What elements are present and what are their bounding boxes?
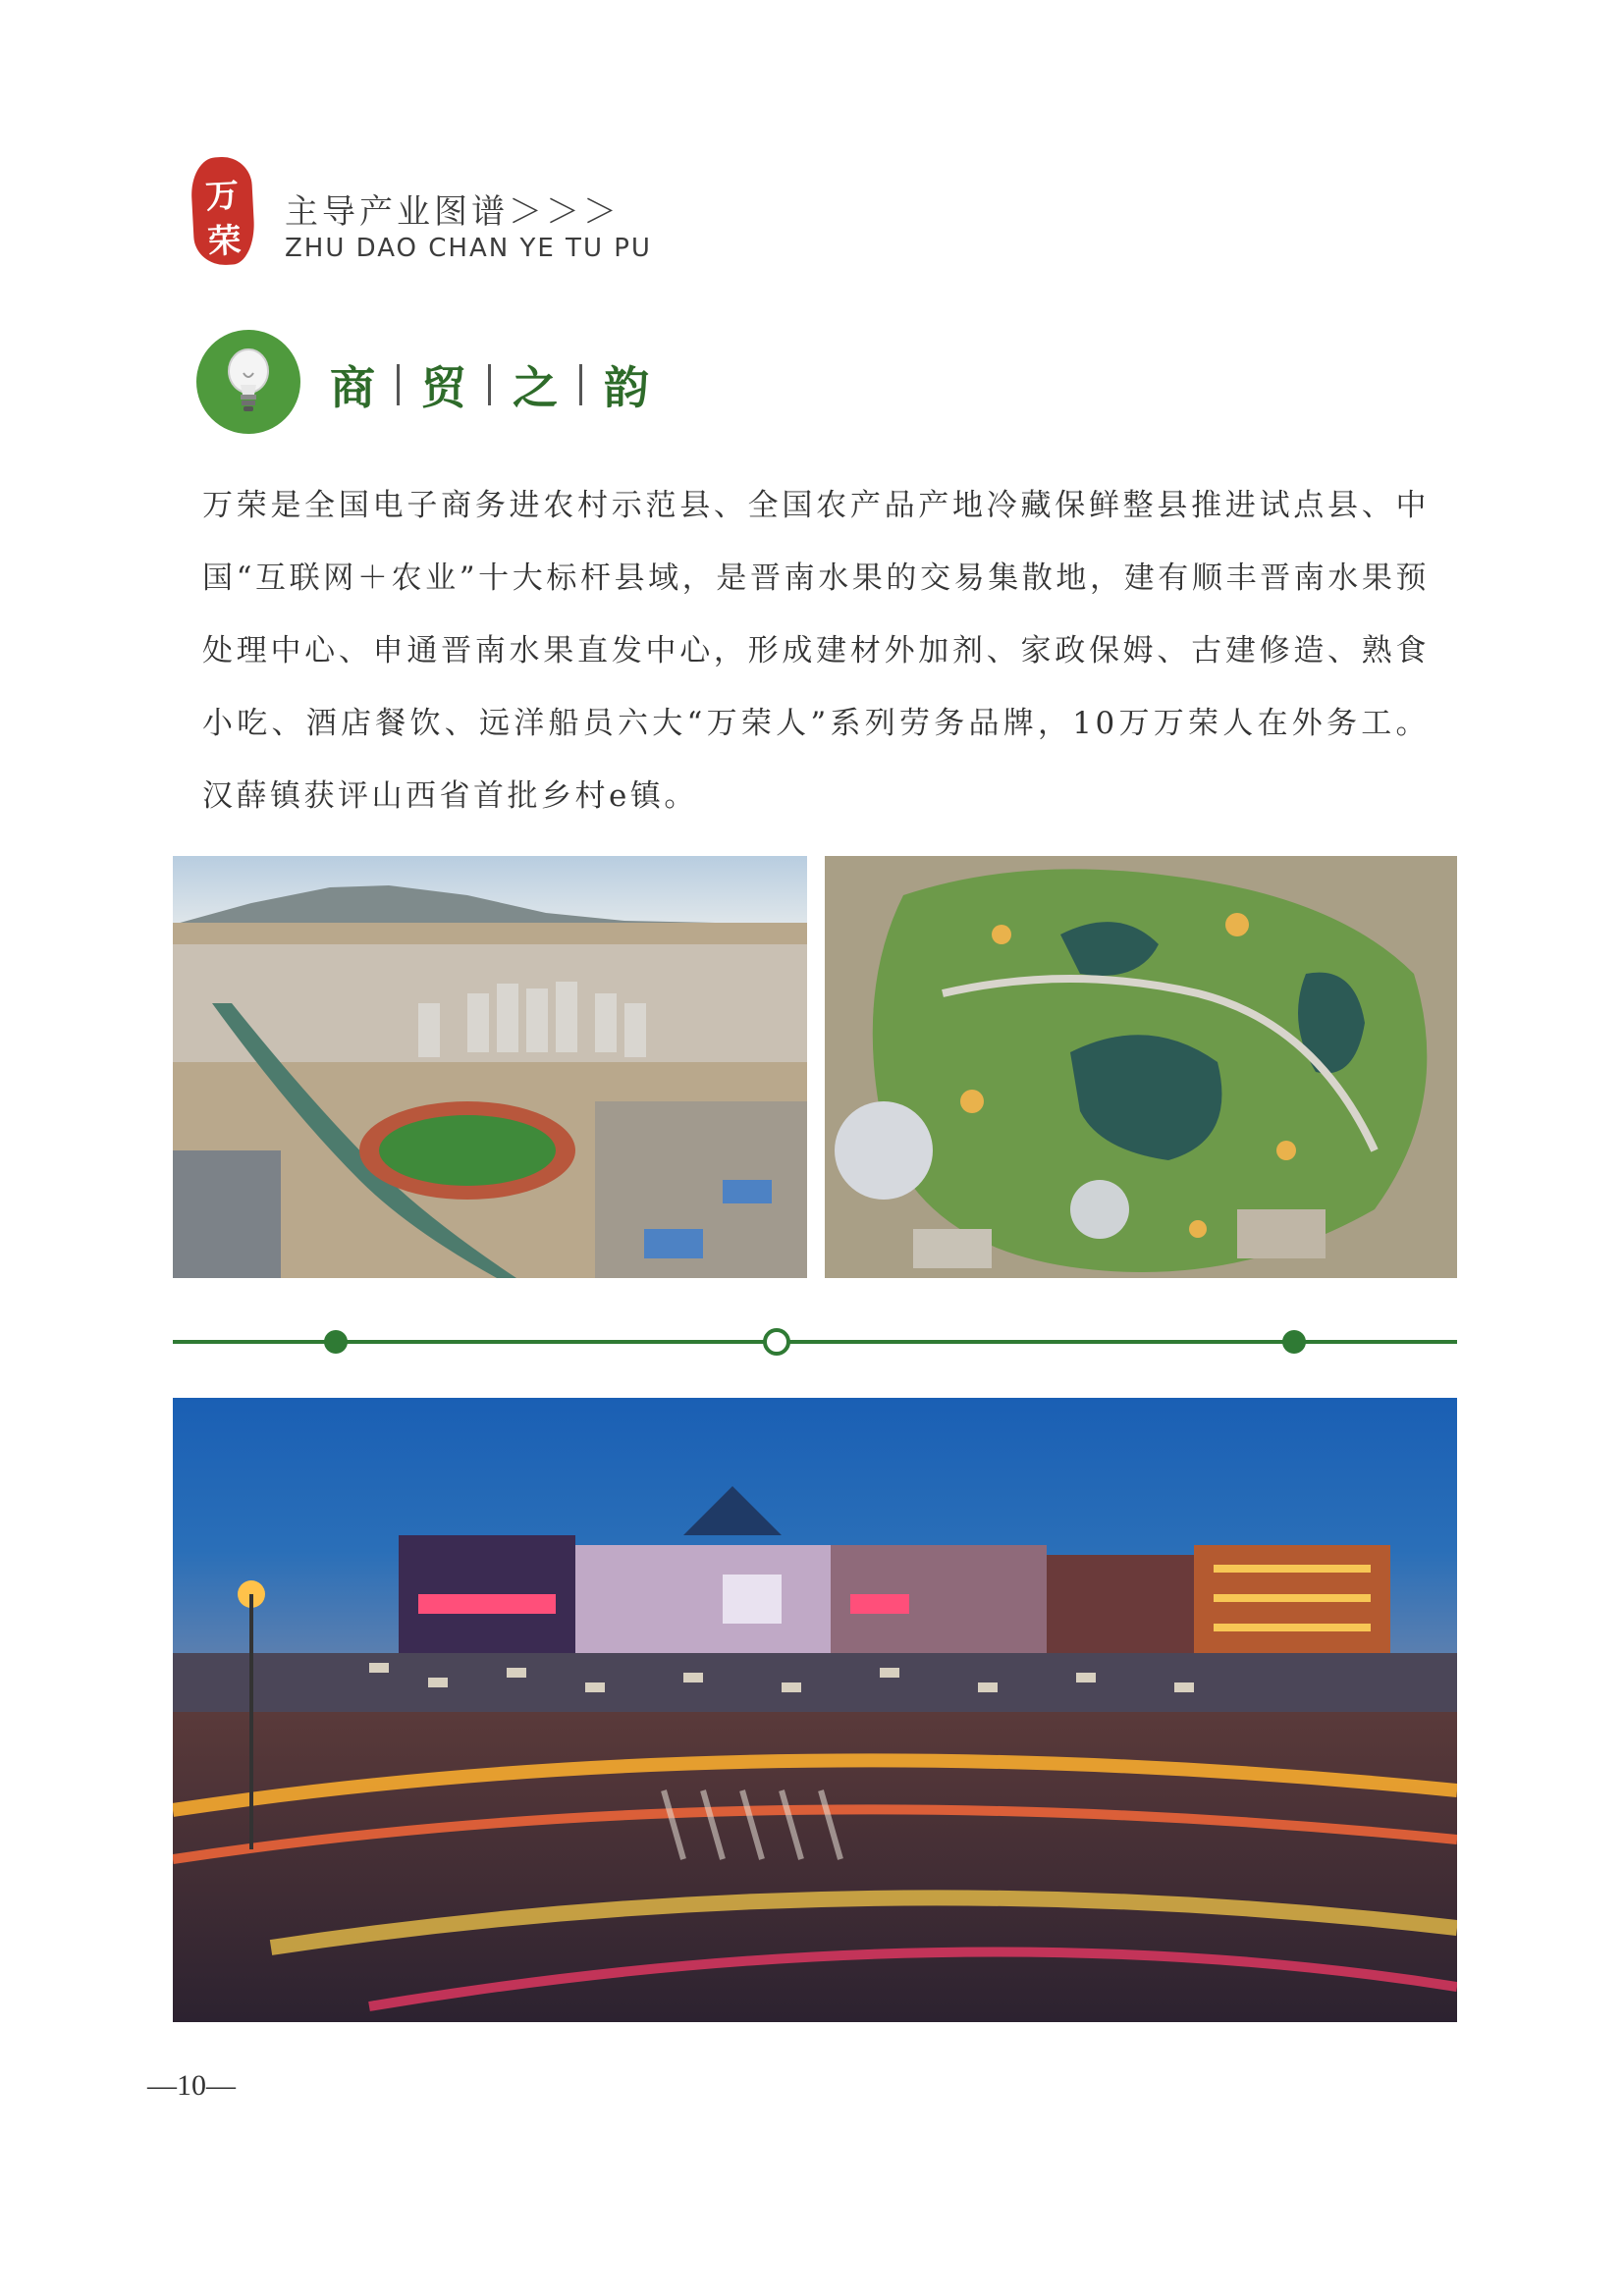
divider-dot (1282, 1330, 1306, 1354)
body-paragraph: 万荣是全国电子商务进农村示范县、全国农产品产地冷藏保鲜整县推进试点县、中国“互联网＋农业”十大标杆县域，是晋南水果的交易集散地，建有顺丰晋南水果预处理中心、申通晋南水果直发中心，形成建材外加剂、家政保姆、古建修造、熟食小吃、酒店餐饮、远洋船员六大“万荣人”系列劳务品牌，10万万荣人在外务工。汉薛镇获评山西省首批乡村e镇。 (202, 488, 1430, 814)
aerial-park-photo (825, 856, 1457, 1278)
title-separator (579, 364, 582, 405)
night-street-photo (173, 1398, 1457, 2022)
seal-char-1: 万 (204, 176, 241, 217)
section-title (330, 353, 649, 416)
divider-line (173, 1340, 1457, 1344)
lightbulb-icon (196, 330, 300, 434)
section-title-char-1: 商 (330, 361, 375, 414)
title-separator (488, 364, 491, 405)
divider-dot-hollow (763, 1328, 790, 1356)
section-title-char-3: 之 (513, 361, 558, 414)
section-title-char-2: 贸 (421, 361, 466, 414)
divider-dot (324, 1330, 348, 1354)
logo-seal (189, 155, 256, 266)
title-separator (397, 364, 400, 405)
header-title: 主导产业图谱＞＞＞ (285, 192, 621, 232)
header-subtitle: ZHU DAO CHAN YE TU PU (285, 234, 652, 263)
section-title-char-4: 韵 (604, 361, 649, 414)
page-number: —10— (147, 2069, 236, 2102)
seal-char-2: 荣 (206, 221, 243, 262)
aerial-city-photo (173, 856, 807, 1278)
